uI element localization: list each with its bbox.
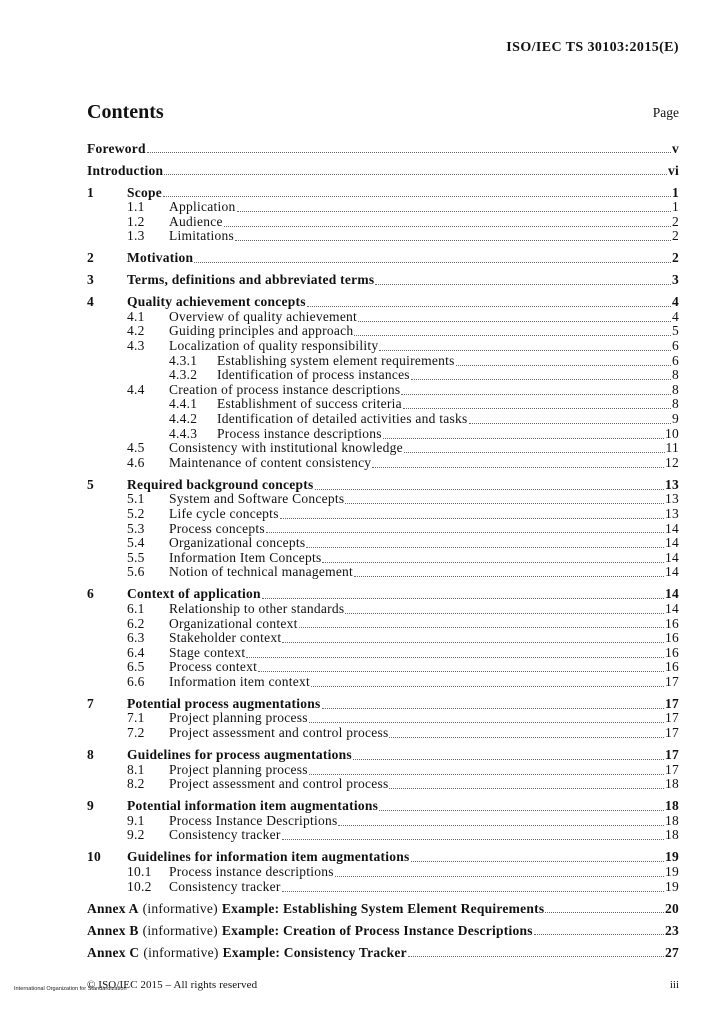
toc-clause-number: 1 — [87, 184, 94, 200]
toc-subclause-4-3-1[interactable] — [87, 354, 679, 369]
toc-annex-label: Annex A — [87, 900, 139, 916]
dot-leader — [403, 408, 671, 409]
toc-subclause-number: 6.2 — [127, 615, 145, 631]
toc-subclause-4-6[interactable] — [87, 456, 679, 471]
dot-leader — [345, 613, 664, 614]
toc-subclause-title: Information item context — [169, 673, 310, 689]
toc-clause-title: Guidelines for process augmentations — [127, 747, 352, 763]
toc-page-number: 23 — [665, 922, 679, 938]
toc-subclause-4-4-3[interactable] — [87, 427, 679, 442]
toc-page-number: 14 — [665, 535, 679, 551]
dot-leader — [408, 956, 664, 957]
toc-subclause-title: Process instance descriptions — [169, 864, 334, 879]
toc-subclause-number: 4.3.2 — [169, 367, 198, 383]
dot-leader — [258, 671, 664, 672]
toc-subclause-7-2[interactable] — [87, 726, 679, 741]
toc-page-number: 14 — [665, 600, 679, 616]
toc-page-number: 19 — [665, 878, 679, 894]
document-identifier: ISO/IEC TS 30103:2015(E) — [506, 40, 679, 55]
toc-subclause-number: 5.5 — [127, 549, 145, 565]
toc-page-number: 17 — [665, 673, 679, 689]
toc-clause-7[interactable] — [87, 697, 679, 712]
toc-subclause-title: Consistency tracker — [169, 878, 281, 894]
toc-annex-label: Annex B — [87, 922, 139, 938]
toc-subclause-number: 6.1 — [127, 600, 145, 616]
toc-page-number: 9 — [672, 411, 679, 427]
toc-subclause-number: 10.1 — [127, 864, 152, 879]
toc-annex-note: (informative) — [143, 944, 219, 960]
toc-subclause-title: System and Software Concepts — [169, 491, 345, 507]
toc-page-number: 6 — [672, 338, 679, 354]
toc-page-number: 14 — [665, 564, 679, 580]
dot-leader — [282, 891, 664, 892]
toc-subclause-number: 4.6 — [127, 454, 145, 470]
toc-subclause-number: 6.4 — [127, 644, 145, 660]
dot-leader — [389, 788, 664, 789]
dot-leader — [411, 379, 671, 380]
toc-page-number: 13 — [665, 476, 679, 492]
toc-page-number: 8 — [672, 396, 679, 412]
toc-clause-1[interactable] — [87, 186, 679, 201]
dot-leader — [262, 598, 664, 599]
toc-subclause-number: 8.1 — [127, 761, 145, 777]
toc-clause-2[interactable] — [87, 251, 679, 266]
toc-clause-title: Scope — [127, 184, 162, 200]
toc-page-number: vi — [667, 162, 679, 178]
dot-leader — [309, 722, 664, 723]
toc-subclause-title: Project assessment and control process — [169, 725, 389, 741]
toc-subclause-title: Process context — [169, 659, 258, 675]
dot-leader — [147, 152, 671, 153]
table-of-contents — [87, 134, 679, 960]
dot-leader — [282, 839, 664, 840]
toc-clause-9[interactable] — [87, 799, 679, 814]
toc-subclause-4-1[interactable] — [87, 310, 679, 325]
toc-subclause-8-2[interactable] — [87, 777, 679, 792]
toc-subclause-1-2[interactable] — [87, 215, 679, 230]
toc-clause-number: 3 — [87, 272, 94, 288]
toc-page-number: 17 — [665, 695, 679, 711]
dot-leader — [354, 335, 671, 336]
toc-annex-title: Example: Establishing System Element Requirements — [221, 900, 545, 916]
dot-leader — [309, 774, 664, 775]
toc-subclause-title: Overview of quality achievement — [169, 308, 358, 324]
toc-entry-introduction[interactable] — [87, 164, 679, 179]
toc-subclause-title: Maintenance of content consistency — [169, 454, 372, 470]
dot-leader — [315, 489, 664, 490]
toc-subclause-number: 8.2 — [127, 776, 145, 792]
dot-leader — [194, 262, 671, 263]
toc-subclause-title: Identification of detailed activities and tasks — [217, 411, 468, 427]
toc-annex-label: Annex C — [87, 944, 140, 960]
toc-entry-title: Foreword — [87, 140, 146, 156]
dot-leader — [311, 686, 664, 687]
dot-leader — [307, 306, 671, 307]
toc-subclause-5-1[interactable] — [87, 492, 679, 507]
toc-clause-title: Potential information item augmentations — [127, 798, 379, 814]
toc-subclause-9-2[interactable] — [87, 828, 679, 843]
toc-subclause-1-1[interactable] — [87, 200, 679, 215]
toc-page-number: 5 — [672, 323, 679, 339]
toc-page-number: 3 — [672, 272, 679, 288]
toc-clause-number: 6 — [87, 586, 94, 602]
toc-subclause-title: Project planning process — [169, 761, 308, 777]
toc-subclause-number: 4.3 — [127, 338, 145, 354]
publisher-stamp: International Organization for Standardization — [14, 986, 127, 992]
toc-subclause-5-3[interactable] — [87, 522, 679, 537]
toc-clause-number: 8 — [87, 747, 94, 763]
toc-subclause-4-3[interactable] — [87, 339, 679, 354]
toc-subclause-4-3-2[interactable] — [87, 368, 679, 383]
toc-page-number: 13 — [665, 505, 679, 521]
toc-subclause-number: 9.2 — [127, 827, 145, 843]
toc-subclause-number: 4.4.3 — [169, 425, 198, 441]
toc-subclause-4-4[interactable] — [87, 383, 679, 398]
toc-clause-number: 4 — [87, 294, 94, 310]
toc-subclause-title: Guiding principles and approach — [169, 323, 354, 339]
dot-leader — [534, 934, 664, 935]
toc-page-number: 14 — [665, 549, 679, 565]
toc-page-number: 10 — [665, 425, 679, 441]
toc-subclause-4-2[interactable] — [87, 324, 679, 339]
toc-page-number: v — [672, 140, 679, 156]
toc-subclause-title: Organizational concepts — [169, 535, 306, 551]
dot-leader — [354, 576, 664, 577]
dot-leader — [322, 562, 664, 563]
toc-subclause-6-2[interactable] — [87, 617, 679, 632]
toc-page-number: 6 — [672, 352, 679, 368]
toc-annex-title: Example: Consistency Tracker — [222, 944, 407, 960]
toc-subclause-5-6[interactable] — [87, 565, 679, 580]
toc-annex-title: Example: Creation of Process Instance Descriptions — [221, 922, 533, 938]
toc-subclause-title: Establishment of success criteria — [217, 396, 402, 412]
toc-subclause-number: 10.2 — [127, 878, 152, 894]
toc-page-number: 12 — [665, 454, 679, 470]
toc-subclause-title: Project planning process — [169, 710, 308, 726]
toc-entry-foreword[interactable] — [87, 142, 679, 157]
toc-subclause-number: 9.1 — [127, 812, 145, 828]
toc-page-number: 19 — [665, 864, 679, 879]
dot-leader — [266, 532, 664, 533]
toc-subclause-6-3[interactable] — [87, 631, 679, 646]
dot-leader — [372, 467, 664, 468]
toc-subclause-title: Audience — [169, 213, 223, 229]
page-column-label: Page — [652, 105, 679, 120]
toc-subclause-number: 7.2 — [127, 725, 145, 741]
toc-page-number: 18 — [665, 776, 679, 792]
toc-page-number: 17 — [665, 761, 679, 777]
toc-clause-5[interactable] — [87, 478, 679, 493]
toc-annex-b[interactable] — [87, 924, 679, 939]
dot-leader — [335, 876, 664, 877]
toc-subclause-title: Process concepts — [169, 520, 265, 536]
toc-clause-number: 10 — [87, 849, 101, 865]
toc-page-number: 11 — [665, 440, 679, 456]
dot-leader — [306, 547, 664, 548]
dot-leader — [345, 503, 664, 504]
toc-page-number: 18 — [665, 827, 679, 843]
toc-subclause-title: Relationship to other standards — [169, 600, 345, 616]
toc-subclause-4-5[interactable] — [87, 441, 679, 456]
dot-leader — [401, 394, 671, 395]
toc-subclause-10-1[interactable] — [87, 865, 679, 880]
toc-subclause-number: 1.3 — [127, 228, 145, 244]
toc-subclause-number: 1.1 — [127, 199, 145, 215]
toc-subclause-title: Process Instance Descriptions — [169, 812, 338, 828]
toc-page-number: 18 — [665, 812, 679, 828]
toc-subclause-title: Consistency tracker — [169, 827, 281, 843]
toc-page-number: 18 — [665, 798, 679, 814]
toc-clause-number: 7 — [87, 695, 94, 711]
toc-page-number: 20 — [665, 900, 679, 916]
toc-subclause-title: Notion of technical management — [169, 564, 354, 580]
toc-subclause-number: 4.4.2 — [169, 411, 198, 427]
toc-page-number: 2 — [672, 250, 679, 266]
toc-clause-6[interactable] — [87, 587, 679, 602]
toc-page-number: 17 — [665, 747, 679, 763]
toc-subclause-number: 5.1 — [127, 491, 145, 507]
toc-annex-note: (informative) — [142, 900, 218, 916]
dot-leader — [280, 518, 664, 519]
toc-subclause-title: Establishing system element requirements — [217, 352, 455, 368]
toc-subclause-title: Limitations — [169, 228, 234, 244]
dot-leader — [235, 240, 671, 241]
toc-page-number: 14 — [665, 520, 679, 536]
toc-clause-title: Terms, definitions and abbreviated terms — [127, 272, 375, 288]
toc-subclause-number: 4.2 — [127, 323, 145, 339]
toc-subclause-number: 4.3.1 — [169, 352, 198, 368]
toc-subclause-number: 6.3 — [127, 630, 145, 646]
toc-subclause-number: 1.2 — [127, 213, 145, 229]
dot-leader — [375, 284, 671, 285]
toc-subclause-6-4[interactable] — [87, 646, 679, 661]
toc-page-number: 27 — [665, 944, 679, 960]
toc-subclause-number: 5.4 — [127, 535, 145, 551]
dot-leader — [246, 657, 664, 658]
dot-leader — [469, 423, 671, 424]
toc-clause-title: Required background concepts — [127, 476, 314, 492]
toc-subclause-number: 5.6 — [127, 564, 145, 580]
toc-subclause-4-4-2[interactable] — [87, 412, 679, 427]
dot-leader — [224, 226, 671, 227]
dot-leader — [379, 350, 671, 351]
toc-subclause-1-3[interactable] — [87, 229, 679, 244]
dot-leader — [237, 211, 672, 212]
toc-page-number: 8 — [672, 381, 679, 397]
toc-subclause-6-5[interactable] — [87, 660, 679, 675]
dot-leader — [322, 708, 665, 709]
dot-leader — [353, 759, 664, 760]
toc-subclause-title: Organizational context — [169, 615, 298, 631]
toc-clause-8[interactable] — [87, 748, 679, 763]
toc-page-number: 19 — [665, 849, 679, 865]
toc-page-number: 17 — [665, 710, 679, 726]
toc-clause-number: 5 — [87, 476, 94, 492]
toc-subclause-title: Creation of process instance descriptions — [169, 381, 401, 397]
toc-page-number: 17 — [665, 725, 679, 741]
toc-subclause-8-1[interactable] — [87, 763, 679, 778]
toc-clause-title: Quality achievement concepts — [127, 294, 306, 310]
toc-entry-title: Introduction — [87, 162, 164, 178]
toc-page-number: 1 — [672, 184, 679, 200]
toc-clause-4[interactable] — [87, 295, 679, 310]
toc-subclause-title: Process instance descriptions — [217, 425, 382, 441]
toc-subclause-number: 6.5 — [127, 659, 145, 675]
toc-page-number: 2 — [672, 228, 679, 244]
toc-subclause-title: Identification of process instances — [217, 367, 410, 383]
dot-leader — [404, 452, 665, 453]
toc-page-number: 16 — [665, 615, 679, 631]
toc-page-number: 16 — [665, 659, 679, 675]
dot-leader — [411, 861, 665, 862]
toc-subclause-5-5[interactable] — [87, 551, 679, 566]
toc-subclause-number: 6.6 — [127, 673, 145, 689]
dot-leader — [338, 825, 664, 826]
dot-leader — [299, 627, 664, 628]
toc-subclause-5-2[interactable] — [87, 507, 679, 522]
toc-clause-10[interactable] — [87, 850, 679, 865]
toc-subclause-10-2[interactable] — [87, 880, 679, 895]
toc-page-number: 8 — [672, 367, 679, 383]
toc-subclause-number: 4.4 — [127, 381, 145, 397]
toc-subclause-9-1[interactable] — [87, 814, 679, 829]
page-number: iii — [669, 979, 679, 991]
toc-annex-a[interactable] — [87, 902, 679, 917]
toc-clause-title: Potential process augmentations — [127, 695, 321, 711]
dot-leader — [282, 642, 664, 643]
toc-page-number: 13 — [665, 491, 679, 507]
dot-leader — [383, 438, 664, 439]
toc-subclause-7-1[interactable] — [87, 711, 679, 726]
toc-clause-title: Context of application — [127, 586, 261, 602]
dot-leader — [164, 174, 667, 175]
toc-subclause-number: 5.3 — [127, 520, 145, 536]
toc-annex-note: (informative) — [142, 922, 218, 938]
toc-page-number: 16 — [665, 644, 679, 660]
dot-leader — [358, 321, 671, 322]
toc-subclause-6-6[interactable] — [87, 675, 679, 690]
toc-subclause-title: Project assessment and control process — [169, 776, 389, 792]
toc-subclause-number: 4.5 — [127, 440, 145, 456]
toc-subclause-title: Localization of quality responsibility — [169, 338, 379, 354]
toc-subclause-6-1[interactable] — [87, 602, 679, 617]
toc-page-number: 4 — [672, 308, 679, 324]
toc-page-number: 2 — [672, 213, 679, 229]
toc-page-number: 1 — [672, 199, 679, 215]
toc-subclause-number: 5.2 — [127, 505, 145, 521]
toc-annex-c[interactable] — [87, 946, 679, 961]
copyright-notice: © ISO/IEC 2015 – All rights reserved — [87, 979, 258, 991]
toc-subclause-title: Stakeholder context — [169, 630, 282, 646]
toc-page-number: 4 — [672, 294, 679, 310]
toc-subclause-title: Application — [169, 199, 236, 215]
toc-subclause-number: 4.4.1 — [169, 396, 198, 412]
toc-subclause-title: Life cycle concepts — [169, 505, 279, 521]
dot-leader — [545, 912, 664, 913]
dot-leader — [379, 810, 664, 811]
toc-clause-number: 9 — [87, 798, 94, 814]
toc-clause-title: Guidelines for information item augmentations — [127, 849, 410, 865]
toc-page-number: 16 — [665, 630, 679, 646]
toc-clause-title: Motivation — [127, 250, 194, 266]
toc-subclause-title: Stage context — [169, 644, 246, 660]
toc-clause-3[interactable] — [87, 273, 679, 288]
toc-subclause-5-4[interactable] — [87, 536, 679, 551]
toc-subclause-title: Consistency with institutional knowledge — [169, 440, 403, 456]
dot-leader — [389, 737, 664, 738]
toc-subclause-title: Information Item Concepts — [169, 549, 322, 565]
toc-subclause-number: 4.1 — [127, 308, 145, 324]
dot-leader — [163, 196, 671, 197]
dot-leader — [456, 365, 671, 366]
toc-subclause-4-4-1[interactable] — [87, 397, 679, 412]
toc-subclause-number: 7.1 — [127, 710, 145, 726]
toc-clause-number: 2 — [87, 250, 94, 266]
contents-heading: Contents — [87, 101, 164, 123]
toc-page-number: 14 — [665, 586, 679, 602]
